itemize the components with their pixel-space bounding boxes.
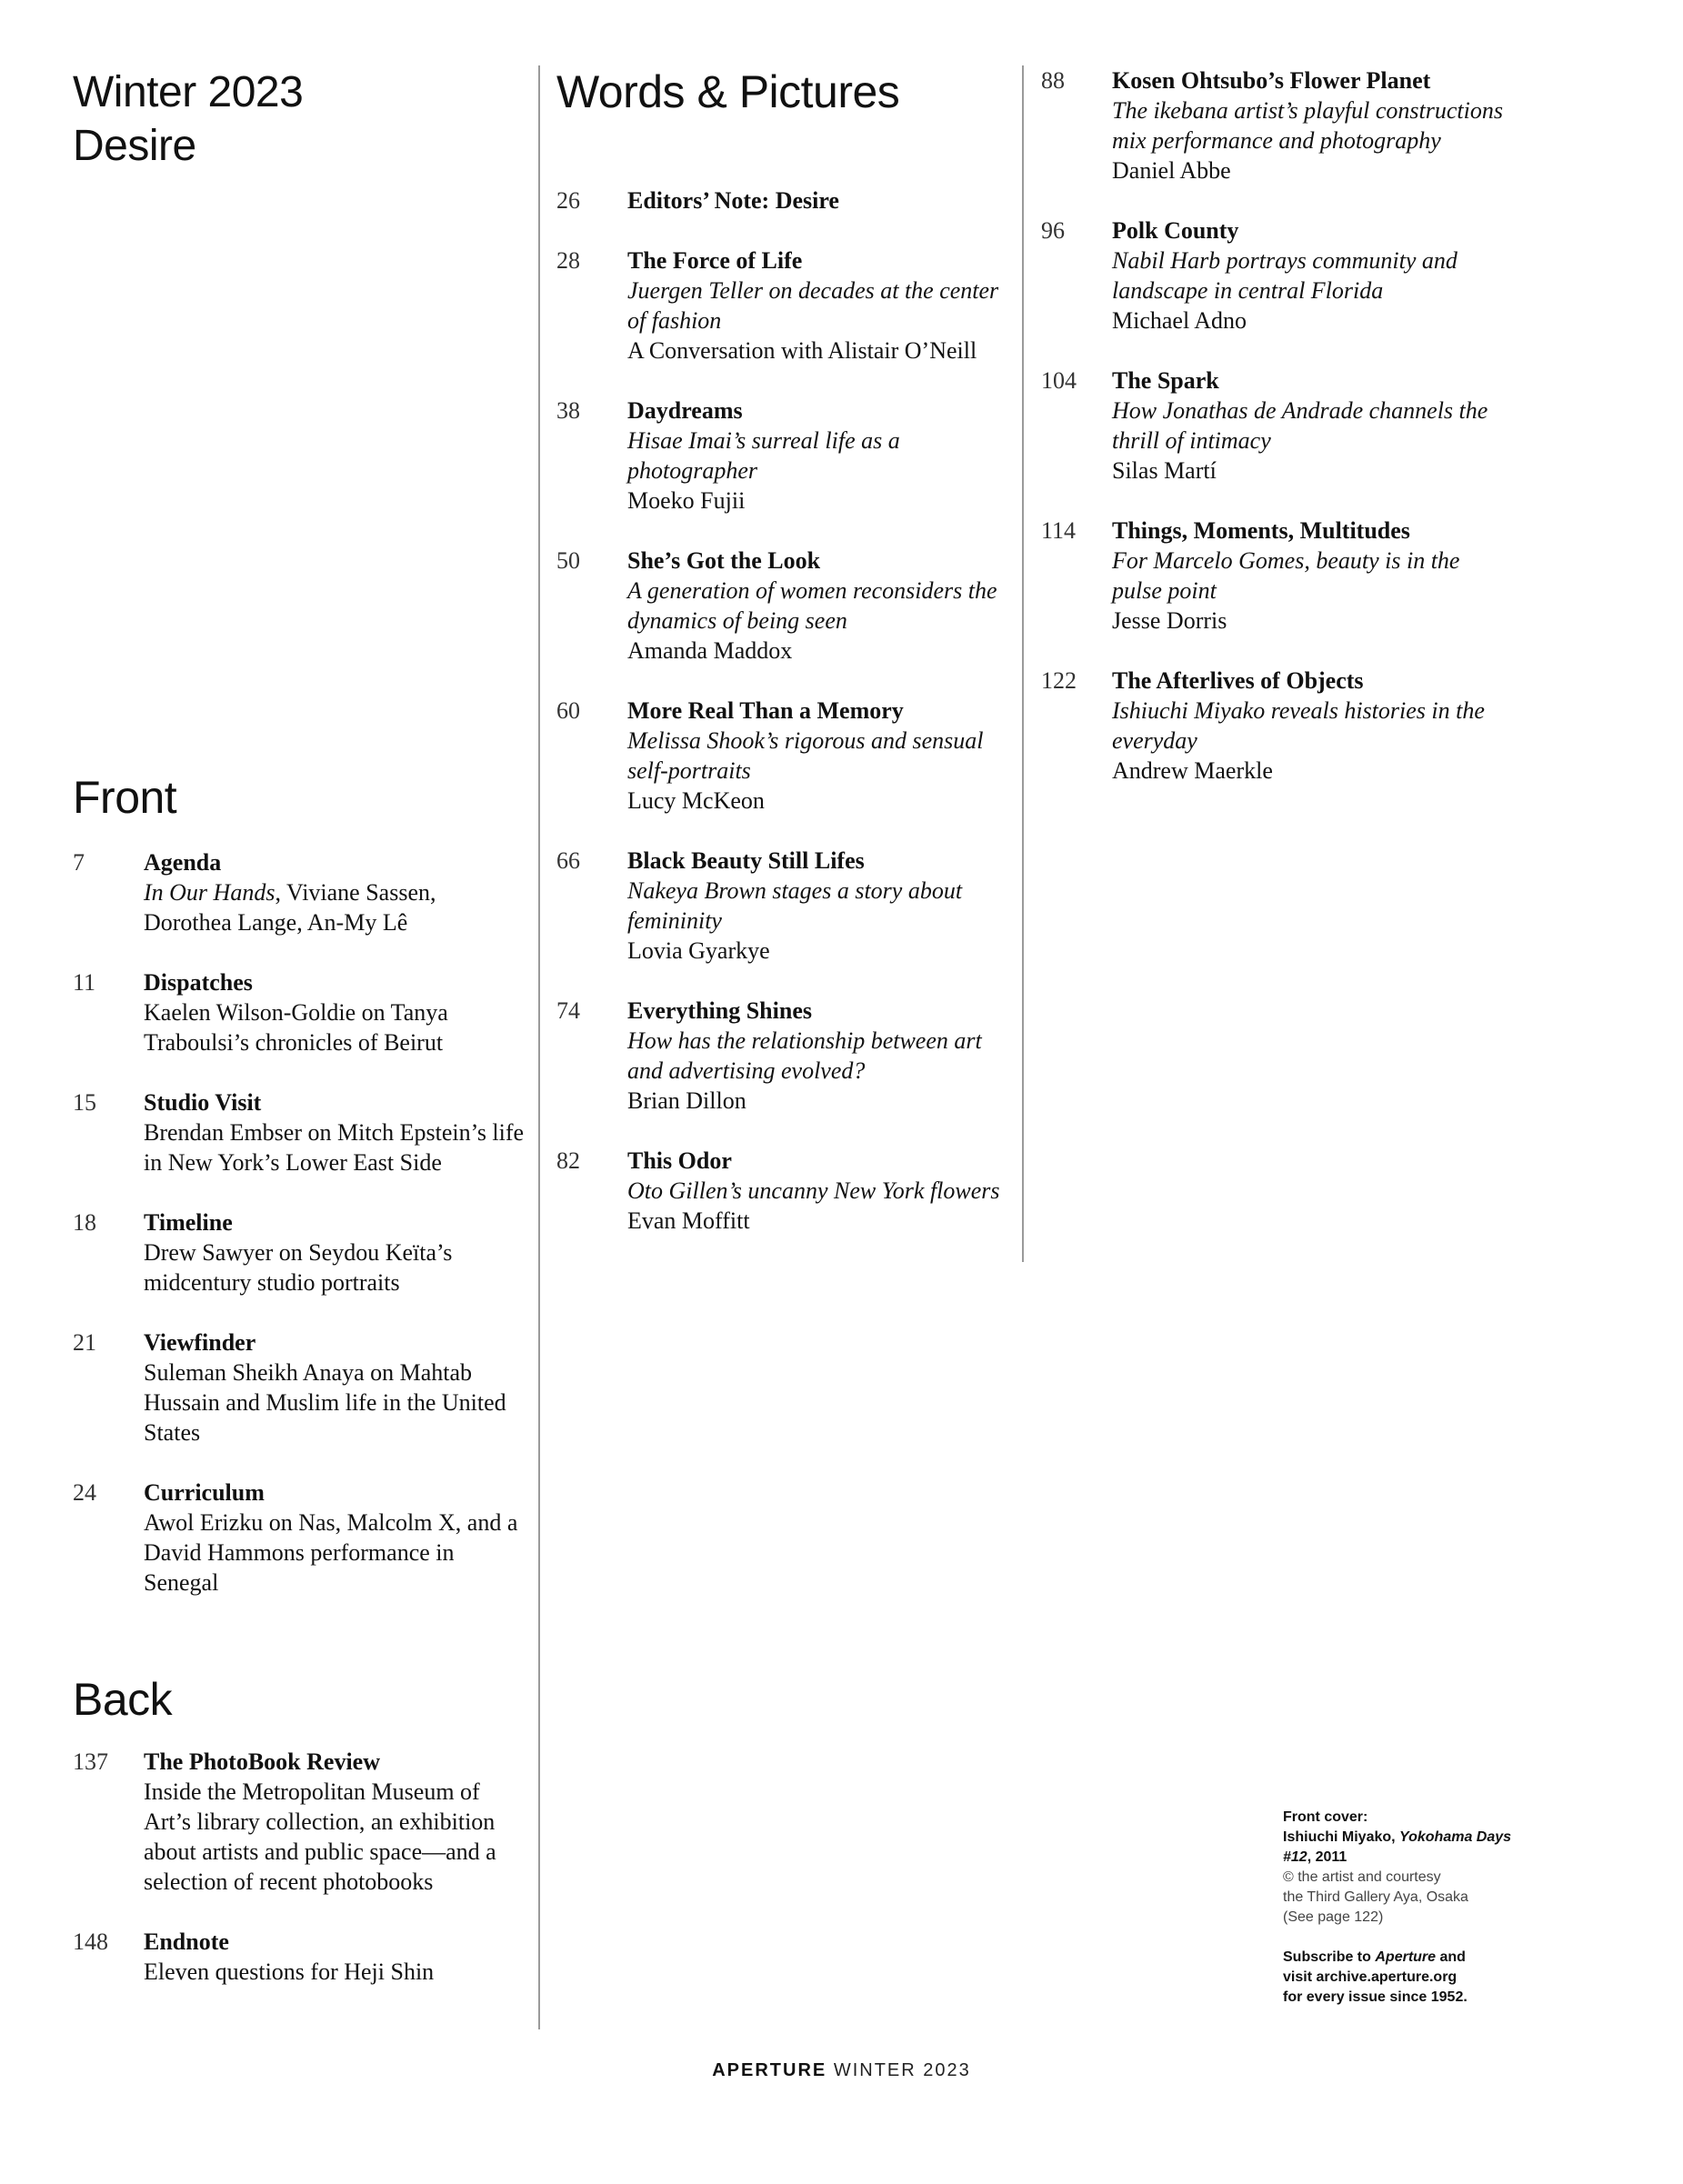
- entry-subtitle: A generation of women reconsiders the dynamics of being seen: [627, 577, 997, 634]
- toc-entry-body: [144, 1478, 527, 1598]
- entry-description: Drew Sawyer on Seydou Keïta’s midcentury studio portraits: [144, 1239, 453, 1296]
- entry-description: Inside the Metropolitan Museum of Art’s library collection, an exhibition about artists and public space—and a selection of recent photobooks: [144, 1778, 496, 1895]
- front-toc-list: [73, 847, 527, 1628]
- toc-entry-body: [144, 847, 527, 937]
- cover-work-title: Yokohama Days #12: [1283, 1829, 1512, 1865]
- entry-title: Things, Moments, Multitudes: [1112, 517, 1410, 544]
- toc-entry[interactable]: [73, 1207, 527, 1297]
- entry-author: Jesse Dorris: [1112, 607, 1227, 634]
- toc-entry-body: [627, 846, 1020, 966]
- entry-description: Awol Erizku on Nas, Malcolm X, and a David Hammons performance in Senegal: [144, 1509, 518, 1596]
- toc-entry[interactable]: [1041, 666, 1514, 786]
- toc-entry[interactable]: [1041, 366, 1514, 486]
- toc-entry-body: [627, 546, 1020, 666]
- entry-author: Daniel Abbe: [1112, 157, 1231, 184]
- page-number: 21: [73, 1329, 96, 1356]
- page-footer: [0, 2060, 1683, 2081]
- page-number: 66: [556, 847, 580, 874]
- toc-entry-body: [1112, 516, 1514, 636]
- entry-title: Polk County: [1112, 217, 1239, 244]
- page-number: 26: [556, 187, 580, 214]
- entry-title: The PhotoBook Review: [144, 1748, 380, 1775]
- entry-author: Andrew Maerkle: [1112, 757, 1273, 784]
- cover-label: Front cover:: [1283, 1809, 1368, 1825]
- page-number: 114: [1041, 517, 1077, 544]
- entry-title: Curriculum: [144, 1479, 265, 1506]
- subscribe-brand: Aperture: [1375, 1949, 1437, 1965]
- toc-entry[interactable]: [556, 1146, 1020, 1236]
- page-number: 18: [73, 1209, 96, 1236]
- entry-subtitle: For Marcelo Gomes, beauty is in the pulse point: [1112, 547, 1460, 604]
- entry-description: [144, 877, 527, 937]
- page-number: 50: [556, 547, 580, 574]
- page-number: 122: [1041, 667, 1077, 694]
- footer-season: WINTER 2023: [833, 2060, 971, 2080]
- toc-entry[interactable]: [556, 396, 1020, 516]
- toc-entry[interactable]: [73, 967, 527, 1057]
- entry-author: Evan Moffitt: [627, 1207, 750, 1234]
- toc-entry[interactable]: [73, 1087, 527, 1177]
- entry-subtitle: Nakeya Brown stages a story about femininity: [627, 877, 963, 934]
- subscribe-part: and: [1436, 1949, 1466, 1965]
- entry-title: The Spark: [1112, 367, 1219, 394]
- entry-title: Studio Visit: [144, 1089, 262, 1116]
- column-divider: [1022, 65, 1024, 1262]
- toc-entry-body: [1112, 215, 1514, 336]
- entry-title: This Odor: [627, 1147, 732, 1174]
- entry-title: Daydreams: [627, 397, 743, 424]
- toc-entry[interactable]: [1041, 516, 1514, 636]
- toc-entry[interactable]: [73, 1927, 527, 1987]
- entry-author: Michael Adno: [1112, 307, 1247, 334]
- entry-description: Brendan Embser on Mitch Epstein’s life in New York’s Lower East Side: [144, 1119, 525, 1176]
- entry-title: Kosen Ohtsubo’s Flower Planet: [1112, 67, 1431, 94]
- toc-entry-body: [627, 245, 1020, 366]
- issue-theme: Desire: [73, 122, 196, 170]
- toc-entry-body: [144, 967, 527, 1057]
- toc-entry-body: [1112, 65, 1514, 185]
- toc-entry[interactable]: [556, 696, 1020, 816]
- entry-title: Endnote: [144, 1929, 229, 1955]
- entry-author: A Conversation with Alistair O’Neill: [627, 337, 977, 364]
- entry-subtitle: How Jonathas de Andrade channels the thrill of intimacy: [1112, 397, 1488, 454]
- entry-title: Editors’ Note: Desire: [627, 187, 839, 214]
- toc-entry-body: [1112, 666, 1514, 786]
- toc-entry[interactable]: [73, 1478, 527, 1598]
- subscribe-text: for every issue since 1952.: [1283, 1989, 1468, 2005]
- toc-entry-body: [627, 696, 1020, 816]
- toc-entry[interactable]: [73, 847, 527, 937]
- entry-subtitle: Nabil Harb portrays community and landscape in central Florida: [1112, 247, 1458, 304]
- page-number: 96: [1041, 217, 1065, 244]
- entry-title: She’s Got the Look: [627, 547, 821, 574]
- column-divider: [538, 65, 540, 2029]
- entry-subtitle: The ikebana artist’s playful constructions mix performance and photography: [1112, 97, 1503, 154]
- toc-entry[interactable]: [556, 185, 1020, 215]
- entry-title: Dispatches: [144, 969, 253, 996]
- toc-entry-body: [627, 185, 1020, 215]
- entry-author: Lucy McKeon: [627, 787, 765, 814]
- cover-artist: Ishiuchi Miyako,: [1283, 1829, 1400, 1845]
- page-number: 104: [1041, 367, 1077, 394]
- cover-credit-line: the Third Gallery Aya, Osaka: [1283, 1889, 1468, 1905]
- page-number: 74: [556, 997, 580, 1024]
- section-heading-words-pictures: Words & Pictures: [556, 66, 900, 117]
- toc-entry-body: [144, 1927, 527, 1987]
- section-heading-front: Front: [73, 772, 177, 823]
- entry-subtitle: Ishiuchi Miyako reveals histories in the everyday: [1112, 697, 1485, 754]
- subscribe-text: [1283, 1948, 1519, 1968]
- page-number: 28: [556, 247, 580, 274]
- entry-title: The Afterlives of Objects: [1112, 667, 1364, 694]
- entry-description: Suleman Sheikh Anaya on Mahtab Hussain and Muslim life in the United States: [144, 1359, 506, 1446]
- cover-credit-line: (See page 122): [1283, 1909, 1384, 1925]
- entry-subtitle: Oto Gillen’s uncanny New York flowers: [627, 1177, 1000, 1204]
- page-number: 88: [1041, 67, 1065, 94]
- entry-subtitle: How has the relationship between art and advertising evolved?: [627, 1027, 982, 1084]
- cover-credit: [1283, 1808, 1519, 2008]
- toc-entry[interactable]: [1041, 65, 1514, 185]
- page-number: 15: [73, 1089, 96, 1116]
- toc-entry[interactable]: [1041, 215, 1514, 336]
- entry-author: Silas Martí: [1112, 457, 1217, 484]
- page-number: 137: [73, 1748, 108, 1775]
- cover-credit-line: © the artist and courtesy: [1283, 1869, 1441, 1885]
- toc-entry-body: [1112, 366, 1514, 486]
- toc-entry[interactable]: [73, 1327, 527, 1448]
- entry-title: Viewfinder: [144, 1329, 256, 1356]
- entry-description-rest: , Viviane Sassen, Dorothea Lange, An-My Lê: [144, 879, 436, 936]
- entry-title: The Force of Life: [627, 247, 803, 274]
- entry-author: Lovia Gyarkye: [627, 937, 770, 964]
- entry-subtitle: Melissa Shook’s rigorous and sensual self-portraits: [627, 727, 984, 784]
- toc-entry-body: [144, 1087, 527, 1177]
- entry-author: Brian Dillon: [627, 1087, 746, 1114]
- toc-entry-body: [627, 1146, 1020, 1236]
- entry-description: Kaelen Wilson-Goldie on Tanya Traboulsi’s chronicles of Beirut: [144, 999, 448, 1056]
- entry-subtitle: Hisae Imai’s surreal life as a photographer: [627, 427, 900, 484]
- toc-entry[interactable]: [73, 1747, 527, 1897]
- entry-title: Everything Shines: [627, 997, 812, 1024]
- toc-entry[interactable]: [556, 245, 1020, 366]
- subscribe-part: Subscribe to: [1283, 1949, 1376, 1965]
- toc-entry-body: [144, 1747, 527, 1897]
- page-number: 82: [556, 1147, 580, 1174]
- page-number: 60: [556, 697, 580, 724]
- entry-author: Amanda Maddox: [627, 637, 793, 664]
- subscribe-link[interactable]: visit archive.aperture.org: [1283, 1969, 1458, 1985]
- toc-entry[interactable]: [556, 546, 1020, 666]
- toc-entry-body: [144, 1207, 527, 1297]
- words-pictures-toc-list-continued: [1041, 65, 1514, 816]
- page-number: 11: [73, 969, 96, 996]
- page-number: 24: [73, 1479, 96, 1506]
- entry-author: Moeko Fujii: [627, 487, 746, 514]
- entry-description-italic: In Our Hands: [144, 879, 275, 906]
- toc-entry-body: [627, 396, 1020, 516]
- issue-season: Winter 2023: [73, 68, 304, 116]
- back-toc-list: [73, 1747, 527, 2017]
- entry-description: Eleven questions for Heji Shin: [144, 1959, 435, 1985]
- toc-entry-body: [627, 996, 1020, 1116]
- page-number: 148: [73, 1929, 108, 1955]
- issue-title: [73, 65, 303, 173]
- toc-entry[interactable]: [556, 996, 1020, 1116]
- entry-title: Agenda: [144, 849, 222, 876]
- entry-title: Black Beauty Still Lifes: [627, 847, 865, 874]
- words-pictures-toc-list: [556, 185, 1020, 1266]
- entry-title: Timeline: [144, 1209, 233, 1236]
- footer-brand: APERTURE: [712, 2060, 827, 2080]
- section-heading-back: Back: [73, 1674, 173, 1725]
- toc-entry[interactable]: [556, 846, 1020, 966]
- entry-subtitle: Juergen Teller on decades at the center of fashion: [627, 277, 999, 334]
- page-number: 38: [556, 397, 580, 424]
- cover-year: , 2011: [1307, 1849, 1347, 1865]
- toc-entry-body: [144, 1327, 527, 1448]
- entry-title: More Real Than a Memory: [627, 697, 904, 724]
- page-number: 7: [73, 849, 85, 876]
- cover-work: [1283, 1828, 1519, 1868]
